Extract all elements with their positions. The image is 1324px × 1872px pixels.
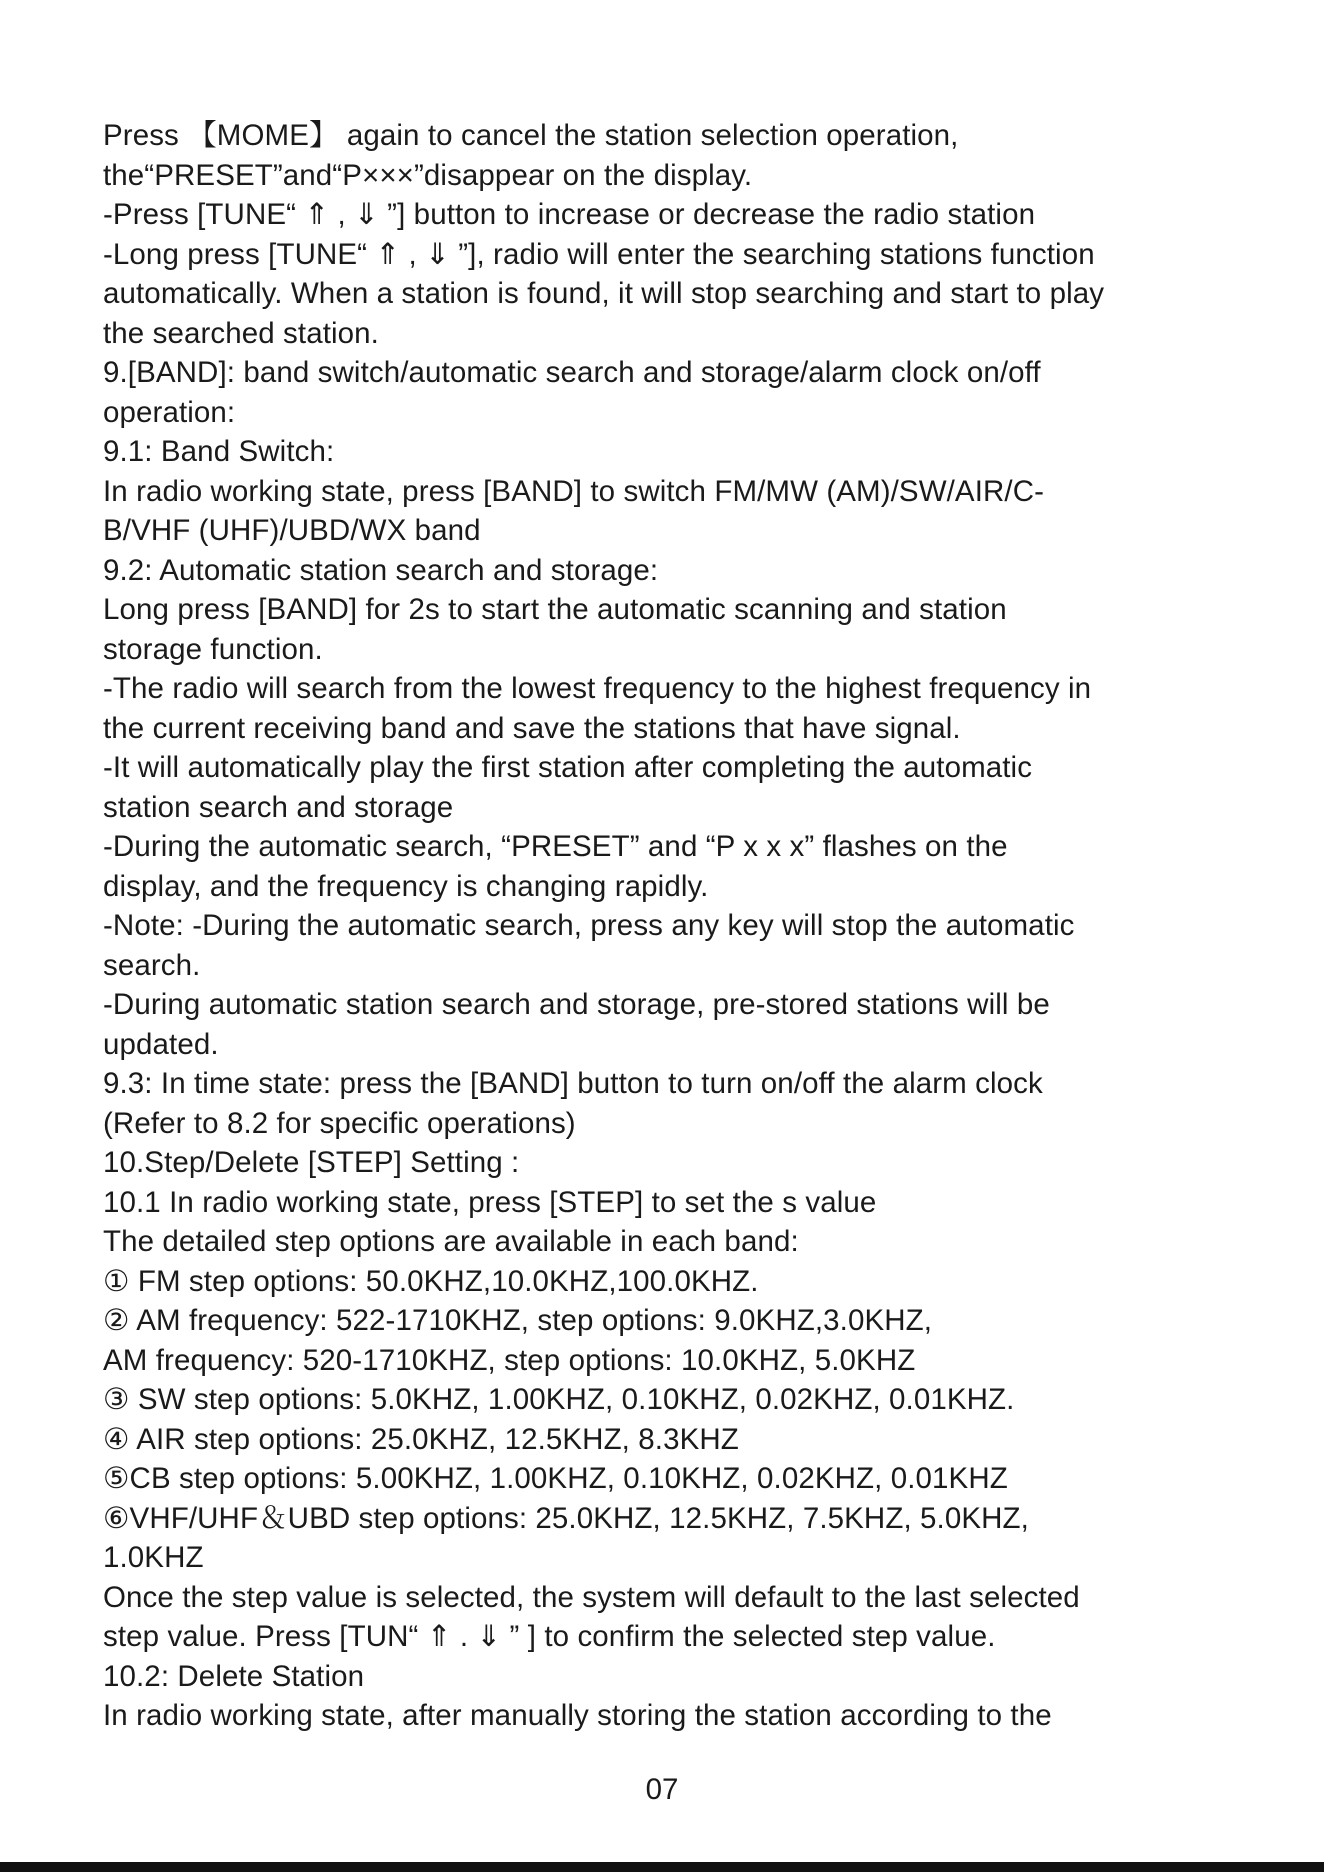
text-line: -The radio will search from the lowest frequency to the highest frequency in (103, 672, 1092, 705)
text-line: search. (103, 948, 201, 982)
text-line: Once the step value is selected, the system will default to the last selected (103, 1580, 1080, 1614)
text-line: Press 【MOME】 again to cancel the station selection operation, (103, 119, 959, 152)
text-line: ① FM step options: 50.0KHZ,10.0KHZ,100.0KHZ. (103, 1264, 759, 1298)
text-line: -Press [TUNE“ ⇑ , ⇓ ”] button to increase or decrease the radio station (103, 198, 1036, 231)
text-line: ⑥VHF/UHF＆UBD step options: 25.0KHZ, 12.5KHZ, 7.5KHZ, 5.0KHZ, (103, 1501, 1029, 1535)
text-line: The detailed step options are available in each band: (103, 1225, 799, 1258)
text-line: ② AM frequency: 522-1710KHZ, step options: 9.0KHZ,3.0KHZ, (103, 1304, 933, 1337)
text-line: updated. (103, 1027, 219, 1061)
text-line: In radio working state, press [BAND] to switch FM/MW (AM)/SW/AIR/C- (103, 474, 1045, 508)
text-line: -During automatic station search and storage, pre-stored stations will be (103, 988, 1050, 1021)
text-line: ⑤CB step options: 5.00KHZ, 1.00KHZ, 0.10KHZ, 0.02KHZ, 0.01KHZ (103, 1462, 1008, 1495)
text-line: (Refer to 8.2 for specific operations) (103, 1106, 576, 1140)
text-line: 9.3: In time state: press the [BAND] button to turn on/off the alarm clock (103, 1067, 1043, 1100)
bottom-divider (0, 1862, 1324, 1872)
text-line: 9.1: Band Switch: (103, 435, 335, 468)
text-line: ④ AIR step options: 25.0KHZ, 12.5KHZ, 8.3KHZ (103, 1422, 739, 1456)
text-line: In radio working state, after manually storing the station according to the (103, 1699, 1052, 1732)
text-line: display, and the frequency is changing rapidly. (103, 869, 709, 903)
text-line: automatically. When a station is found, it will stop searching and start to play (103, 277, 1105, 310)
body-text (103, 116, 1233, 1736)
text-line: -Note: -During the automatic search, press any key will stop the automatic (103, 909, 1075, 942)
text-line: operation: (103, 395, 236, 429)
text-line: the searched station. (103, 316, 379, 350)
text-line: the“PRESET”and“P×××”disappear on the display. (103, 158, 753, 192)
text-line: 9.[BAND]: band switch/automatic search and storage/alarm clock on/off (103, 356, 1041, 389)
text-line: 10.1 In radio working state, press [STEP] to set the s value (103, 1185, 877, 1219)
text-line: the current receiving band and save the stations that have signal. (103, 711, 961, 745)
text-line: Long press [BAND] for 2s to start the automatic scanning and station (103, 593, 1007, 626)
text-line: -During the automatic search, “PRESET” and “P x x x” flashes on the (103, 830, 1008, 863)
text-line: 9.2: Automatic station search and storage: (103, 553, 659, 587)
text-line: storage function. (103, 632, 323, 666)
page-number: 07 (645, 1773, 679, 1806)
text-line: -It will automatically play the first station after completing the automatic (103, 751, 1033, 784)
text-line: -Long press [TUNE“ ⇑ , ⇓ ”], radio will enter the searching stations function (103, 237, 1095, 271)
text-line: B/VHF (UHF)/UBD/WX band (103, 514, 481, 547)
text-line: station search and storage (103, 790, 454, 824)
text-line: AM frequency: 520-1710KHZ, step options: 10.0KHZ, 5.0KHZ (103, 1343, 916, 1377)
text-line: ③ SW step options: 5.0KHZ, 1.00KHZ, 0.10KHZ, 0.02KHZ, 0.01KHZ. (103, 1383, 1015, 1416)
text-line: step value. Press [TUN“ ⇑ . ⇓ ” ] to confirm the selected step value. (103, 1620, 996, 1653)
text-line: 10.2: Delete Station (103, 1659, 365, 1693)
text-line: 1.0KHZ (103, 1541, 204, 1574)
text-line: 10.Step/Delete [STEP] Setting : (103, 1146, 520, 1179)
